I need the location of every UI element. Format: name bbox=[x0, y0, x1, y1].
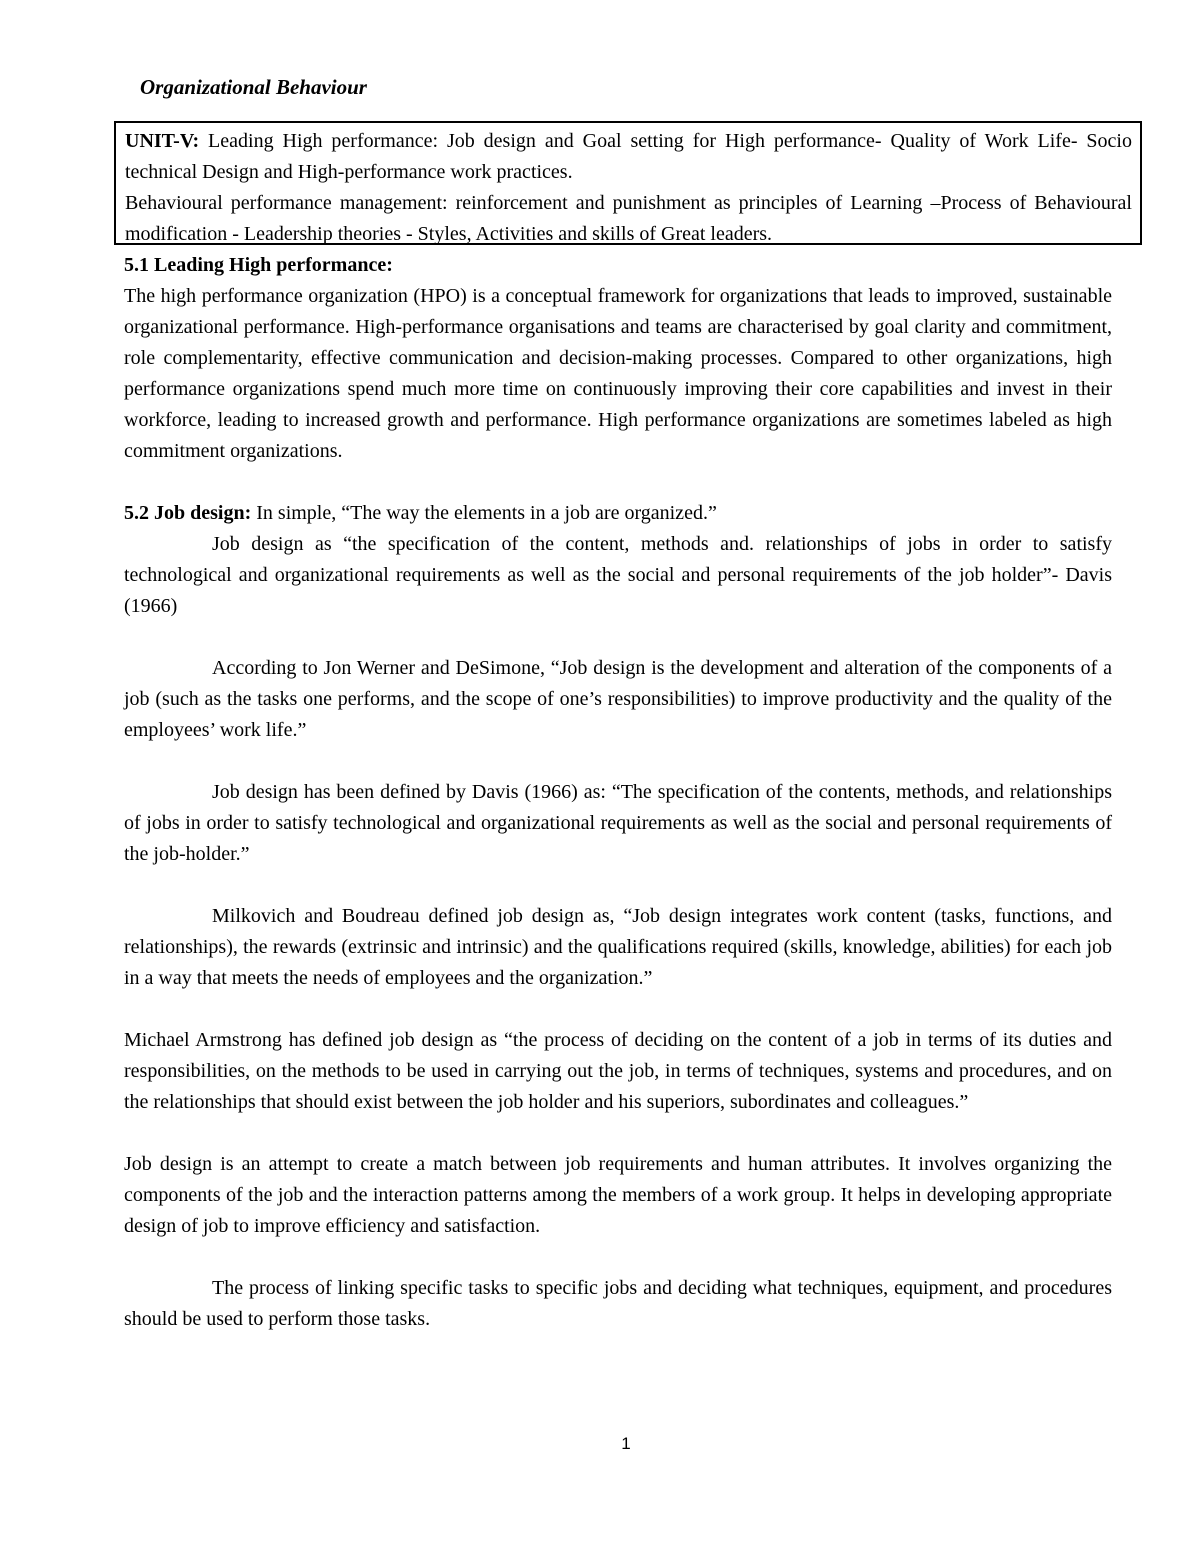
section-5-2-heading: 5.2 Job design: bbox=[124, 502, 252, 524]
page-number: 1 bbox=[621, 1434, 631, 1453]
document-body bbox=[124, 250, 1112, 1335]
job-design-definition-armstrong: Michael Armstrong has defined job design as “the process of deciding on the content of a job in terms of its duties and responsibilities, on the methods to be used in carrying out the job, in terms of techniques, systems and procedures, and on the relationships that should exist between the job holder and his superiors, subordinates and colleagues.” bbox=[124, 1029, 1112, 1113]
section-5-2-intro-text: In simple, “The way the elements in a job are organized.” bbox=[251, 502, 717, 524]
job-design-process: The process of linking specific tasks to specific jobs and deciding what techniques, equipment, and procedures should be used to perform those tasks. bbox=[124, 1277, 1112, 1330]
job-design-summary: Job design is an attempt to create a match between job requirements and human attributes. It involves organizing the components of the job and the interaction patterns among the members of a work group. It helps in developing appropriate design of job to improve efficiency and satisfaction. bbox=[124, 1153, 1112, 1237]
document-header-title: Organizational Behaviour bbox=[140, 75, 367, 99]
section-5-2-intro bbox=[124, 498, 1112, 529]
unit-syllabus-line-2: Behavioural performance management: reinforcement and punishment as principles of Learning –Process of Behavioural modification - Leadership theories - Styles, Activities and skills of Great leaders. bbox=[125, 192, 1132, 245]
section-5-1-paragraph: The high performance organization (HPO) is a conceptual framework for organizations that leads to improved, sustainable organizational performance. High-performance organisations and teams are characterised by goal clarity and commitment, role complementarity, effective communication and decision-making processes. Compared to other organizations, high performance organizations spend much more time on continuously improving their core capabilities and invest in their workforce, leading to increased growth and performance. High performance organizations are sometimes labeled as high commitment organizations. bbox=[124, 285, 1112, 462]
unit-syllabus-box bbox=[114, 121, 1142, 245]
unit-syllabus-line-1 bbox=[125, 126, 1132, 188]
job-design-definition-davis-1966: Job design has been defined by Davis (1966) as: “The specification of the contents, methods, and relationships of jobs in order to satisfy technological and organizational requirements as well as the social and personal requirements of the job-holder.” bbox=[124, 781, 1112, 865]
job-design-definition-milkovich: Milkovich and Boudreau defined job design as, “Job design integrates work content (tasks, functions, and relationships), the rewards (extrinsic and intrinsic) and the qualifications required (skills, knowledge, abilities) for each job in a way that meets the needs of employees and the organization.” bbox=[124, 905, 1112, 989]
unit-topics-text: Leading High performance: Job design and Goal setting for High performance- Quality of Work Life- Socio technical Design and High-performance work practices. bbox=[125, 130, 1132, 183]
job-design-definition-werner: According to Jon Werner and DeSimone, “Job design is the development and alteration of the components of a job (such as the tasks one performs, and the scope of one’s responsibilities) to improve productivity and the quality of the employees’ work life.” bbox=[124, 657, 1112, 741]
job-design-definition-davis: Job design as “the specification of the content, methods and. relationships of jobs in order to satisfy technological and organizational requirements as well as the social and personal requirements of the job holder”- Davis (1966) bbox=[124, 533, 1112, 617]
section-5-1-heading: 5.1 Leading High performance: bbox=[124, 254, 393, 276]
unit-label: UNIT-V: bbox=[125, 130, 200, 152]
